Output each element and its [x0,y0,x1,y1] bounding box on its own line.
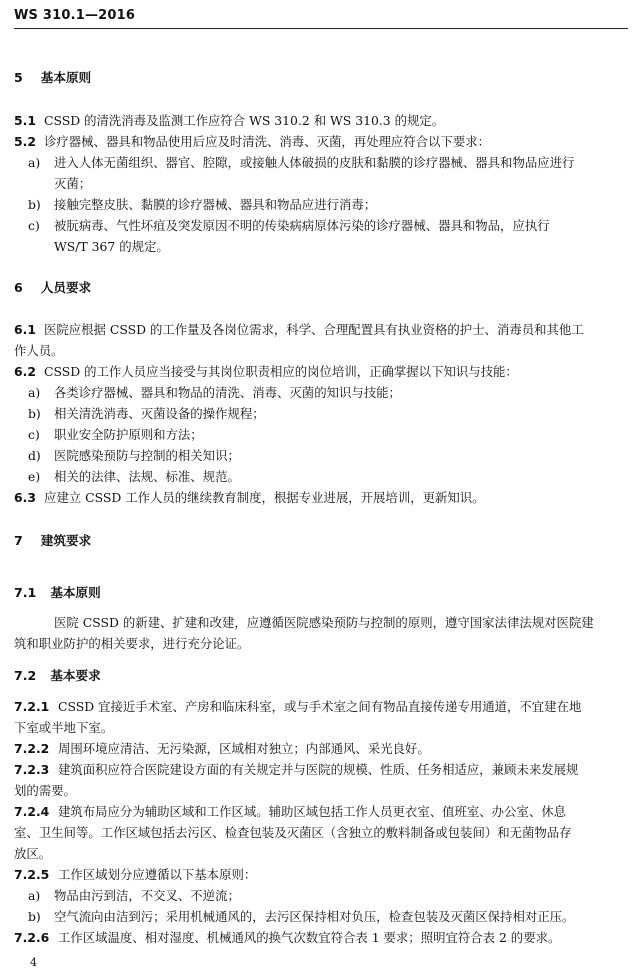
section-number: 7 [14,533,23,548]
list-marker: b) [28,909,41,924]
clause-text: 工作区域划分应遵循以下基本原则： [58,867,257,882]
clause-text: 应建立 CSSD 工作人员的继续教育制度，根据专业进展，开展培训，更新知识。 [44,490,485,505]
list-item-c-cont: WS/T 367 的规定。 [54,239,169,254]
list-item-b [28,406,628,422]
list-item-e [28,469,628,485]
list-item-c [28,427,628,443]
list-item-a [28,385,628,401]
list-marker: a) [28,888,41,903]
clause-5-1 [14,113,628,129]
clause-7-2-3-cont: 划的需要。 [14,783,76,798]
clause-number: 7.2.3 [14,762,50,777]
list-text: 职业安全防护原则和方法； [54,427,203,442]
clause-number: 7.2.1 [14,699,50,714]
page-number: 4 [30,956,37,969]
clause-7-2-4 [14,804,628,820]
list-text: 相关清洗消毒、灭菌设备的操作规程； [54,406,265,421]
clause-7-2-6 [14,930,628,946]
section-title: 基本原则 [40,70,92,85]
list-text: 进入人体无菌组织、器官、腔隙，或接触人体破损的皮肤和黏膜的诊疗器械、器具和物品应进行 [54,155,575,170]
clause-number: 6.3 [14,490,36,505]
clause-text: 周围环境应清洁、无污染源，区域相对独立；内部通风、采光良好。 [58,741,430,756]
clause-number: 6.2 [14,364,36,379]
section-number: 6 [14,280,23,295]
list-item-c [28,218,628,234]
clause-text: 医院应根据 CSSD 的工作量及各岗位需求，科学、合理配置具有执业资格的护士、消毒员和其他工 [44,322,584,337]
clause-number: 6.1 [14,322,36,337]
clause-text: 建筑布局应分为辅助区域和工作区域。辅助区域包括工作人员更衣室、值班室、办公室、休息 [58,804,567,819]
list-marker: c) [28,218,40,233]
list-text: 被朊病毒、气性坏疽及突发原因不明的传染病病原体污染的诊疗器械、器具和物品，应执行 [54,218,550,233]
document-header-id: WS 310.1—2016 [14,8,136,23]
clause-7-2-5 [14,867,628,883]
list-text: 各类诊疗器械、器具和物品的清洗、消毒、灭菌的知识与技能； [54,385,401,400]
list-marker: d) [28,448,41,463]
subsection-7-2-heading [14,668,628,684]
list-item-d [28,448,628,464]
list-marker: b) [28,197,41,212]
section-title: 基本原则 [50,585,101,600]
section-number: 5 [14,70,23,85]
clause-text: CSSD 宜接近手术室、产房和临床科室，或与手术室之间有物品直接传递专用通道，不宜建在地 [58,699,582,714]
clause-6-1-cont: 作人员。 [14,343,64,358]
section-title: 人员要求 [40,280,92,295]
section-title: 基本要求 [50,668,101,683]
list-marker: e) [28,469,41,484]
list-text: 相关的法律、法规、标准、规范。 [54,469,240,484]
clause-7-2-4-cont: 室、卫生间等。工作区域包括去污区、检查包装及灭菌区（含独立的敷料制备或包装间）和无菌物品存 [14,825,572,840]
clause-7-2-2 [14,741,628,757]
clause-5-2 [14,134,628,150]
list-item-a [28,888,628,904]
clause-6-3 [14,490,628,506]
section-7-heading [14,533,628,549]
clause-7-2-4-cont2: 放区。 [14,846,52,861]
clause-number: 7.2.4 [14,804,50,819]
clause-6-2 [14,364,628,380]
list-text: 空气流向由洁到污；采用机械通风的，去污区保持相对负压，检查包装及灭菌区保持相对正压。 [54,909,575,924]
clause-6-1 [14,322,628,338]
list-marker: a) [28,155,41,170]
clause-7-2-1-cont: 下室或半地下室。 [14,720,114,735]
clause-text: 建筑面积应符合医院建设方面的有关规定并与医院的规模、性质、任务相适应，兼顾未来发展规 [58,762,579,777]
clause-text: 工作区域温度、相对湿度、机械通风的换气次数宜符合表 1 要求；照明宜符合表 2 的要求。 [58,930,561,945]
list-item-b [28,197,628,213]
list-marker: a) [28,385,41,400]
list-marker: c) [28,427,40,442]
list-item-a-cont: 灭菌； [54,176,92,191]
list-text: 医院感染预防与控制的相关知识； [54,448,240,463]
paragraph-7-1-cont: 筑和职业防护的相关要求，进行充分论证。 [14,636,250,651]
clause-number: 5.2 [14,134,36,149]
clause-7-2-3 [14,762,628,778]
list-item-a [28,155,628,171]
header-rule [14,28,628,29]
section-5-heading [14,70,628,86]
subsection-7-1-heading [14,585,628,601]
list-item-b [28,909,628,925]
clause-number: 7.2.5 [14,867,50,882]
section-number: 7.1 [14,585,37,600]
list-marker: b) [28,406,41,421]
list-text: 接触完整皮肤、黏膜的诊疗器械、器具和物品应进行消毒； [54,197,377,212]
paragraph-7-1: 医院 CSSD 的新建、扩建和改建，应遵循医院感染预防与控制的原则，遵守国家法律法规对医院建 [54,615,594,630]
clause-number: 7.2.6 [14,930,50,945]
clause-text: CSSD 的清洗消毒及监测工作应符合 WS 310.2 和 WS 310.3 的规定。 [44,113,445,128]
section-title: 建筑要求 [40,533,92,548]
clause-number: 5.1 [14,113,36,128]
clause-number: 7.2.2 [14,741,50,756]
section-6-heading [14,280,628,296]
list-text: 物品由污到洁，不交叉、不逆流； [54,888,240,903]
clause-text: CSSD 的工作人员应当接受与其岗位职责相应的岗位培训，正确掌握以下知识与技能： [44,364,518,379]
section-number: 7.2 [14,668,37,683]
clause-7-2-1 [14,699,628,715]
clause-text: 诊疗器械、器具和物品使用后应及时清洗、消毒、灭菌，再处理应符合以下要求： [44,134,491,149]
